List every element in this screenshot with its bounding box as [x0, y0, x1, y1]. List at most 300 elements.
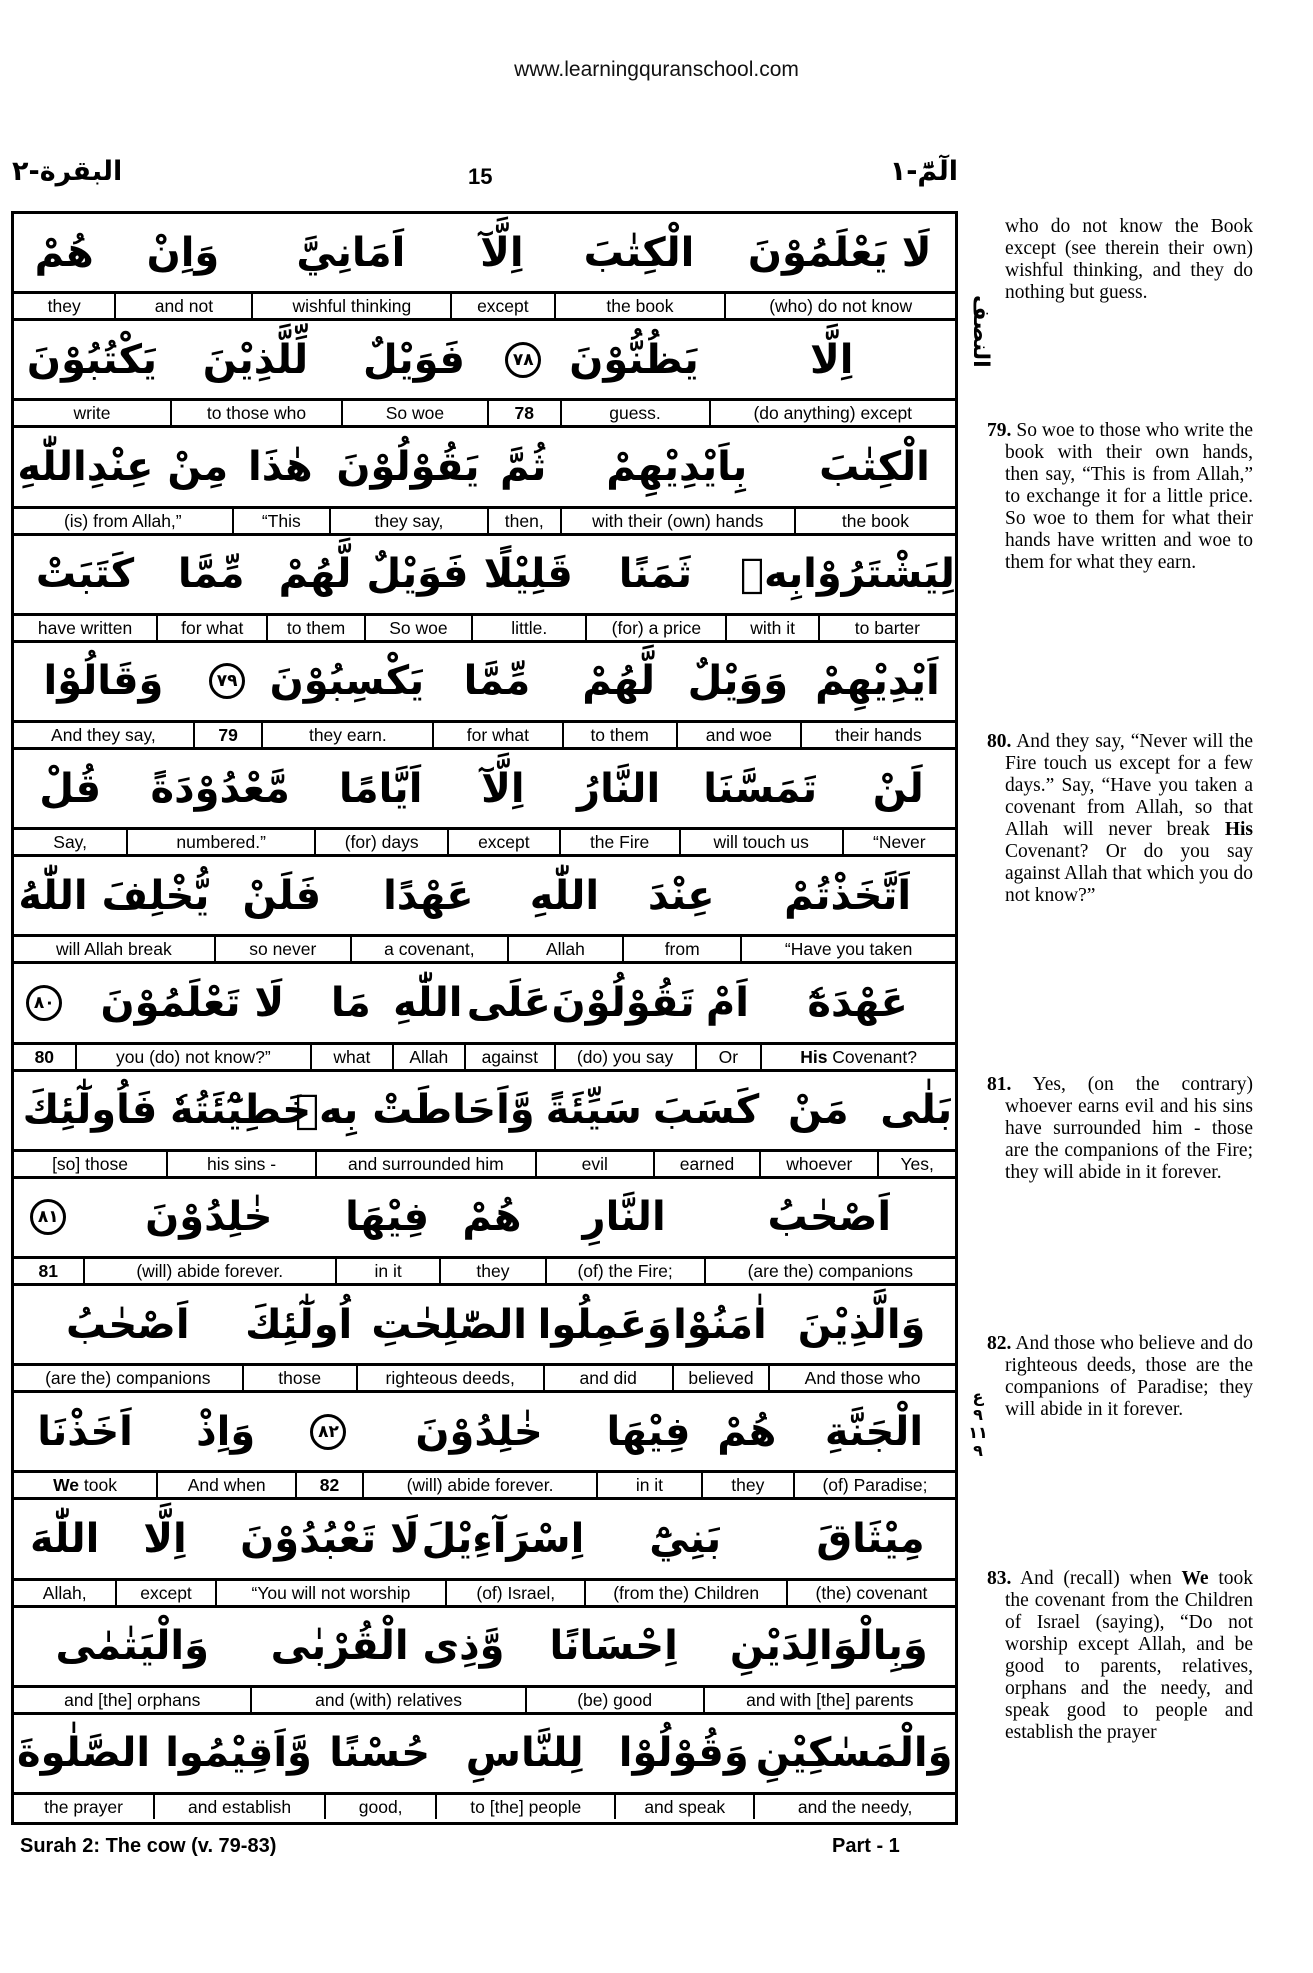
- arabic-word: [877, 1087, 955, 1133]
- translation-cell: [314, 830, 447, 854]
- translation-text: then,: [504, 510, 544, 531]
- arabic-text: هُمْ: [462, 1194, 522, 1241]
- arabic-text: مَّعْدُوْدَةً: [150, 765, 290, 812]
- translation-text: (is) from Allah,”: [63, 510, 182, 531]
- ayah-number: ٧٨: [505, 342, 541, 378]
- arabic-text: الْكِتٰبَ: [583, 229, 695, 276]
- translation-text: and surrounded him: [348, 1153, 504, 1174]
- translation-text: with their (own) hands: [592, 510, 764, 531]
- translation-cell: [768, 1366, 955, 1390]
- translation-text: “Have you taken: [784, 939, 913, 960]
- arabic-text: لَّهُمْ: [582, 658, 656, 705]
- translation-text: to [the] people: [470, 1796, 582, 1817]
- translation-cell: [543, 1366, 672, 1390]
- translation-cell: [14, 509, 232, 533]
- translation-text: “You will not worship: [251, 1582, 411, 1603]
- translation-cell: [525, 1688, 703, 1712]
- translation-row: [14, 294, 955, 321]
- translation-cell: [341, 401, 487, 425]
- translation-cell: [584, 1581, 786, 1605]
- translation-text: evil: [581, 1153, 608, 1174]
- arabic-word: [803, 551, 955, 598]
- translation-row: [14, 1795, 955, 1819]
- arabic-word: [545, 1194, 704, 1240]
- translation-text: they earn.: [308, 724, 387, 745]
- translation-cell: [554, 294, 725, 318]
- translation-text: they: [476, 1260, 510, 1281]
- arabic-row: [14, 1500, 955, 1580]
- arabic-word: [709, 337, 955, 383]
- translation-cell: [14, 294, 114, 318]
- page-number: 15: [468, 164, 493, 189]
- arabic-text: فَلَنْ: [242, 872, 322, 919]
- translation-text: and (with) relatives: [315, 1689, 463, 1710]
- translation-cell: [464, 1045, 553, 1069]
- translation-text: Allah: [409, 1046, 449, 1067]
- translation-text: “Never: [873, 832, 926, 853]
- translation-text: and [the] orphans: [64, 1689, 201, 1710]
- translation-text: for what: [181, 617, 244, 638]
- arabic-word: [794, 444, 955, 490]
- ayah-end-marker: [487, 342, 560, 378]
- translation-cell: [535, 1152, 653, 1176]
- translation-cell: [214, 937, 350, 961]
- translation-text: good,: [358, 1796, 403, 1817]
- translation-text: what: [333, 1046, 371, 1067]
- arabic-text: وَوَيْلٌ: [687, 658, 789, 705]
- arabic-word: [760, 980, 955, 1026]
- translation-cell: [14, 1688, 250, 1712]
- translation-text: (will) abide forever.: [136, 1260, 284, 1281]
- arabic-text: خٰلِدُوْنَ: [145, 1194, 273, 1241]
- nisf-marker: النصف: [968, 295, 993, 368]
- arabic-word: [242, 1302, 356, 1348]
- ayah-end-marker: [14, 1199, 83, 1235]
- verse-row: [14, 428, 955, 535]
- arabic-text: اِلَّا: [143, 1515, 187, 1562]
- side-text: took the covenant from the Children of Israel (saying), “Do not worship except Allah, and be good to parents, relatives, orphans and the needy, and speak good to people and establish the prayer: [1005, 1568, 1253, 1743]
- arabic-text: بِاَيْدِيْهِمْ: [606, 443, 748, 490]
- arabic-word: [14, 551, 156, 597]
- translation-cell: [115, 1581, 214, 1605]
- translation-text: earned: [679, 1153, 735, 1174]
- arabic-text: الصّٰلِحٰتِ: [371, 1301, 528, 1348]
- translation-cell: [596, 1473, 700, 1497]
- arabic-text: اِلَّآ: [480, 229, 524, 276]
- ayah-end-marker: [295, 1414, 362, 1450]
- arabic-word: [14, 766, 126, 812]
- arabic-text: اَتَّخَذْتُمْ: [784, 872, 912, 919]
- translation-text: (who) do not know: [769, 296, 913, 317]
- arabic-word: [447, 766, 558, 812]
- arabic-word: [507, 873, 622, 919]
- translation-text: So woe: [385, 403, 445, 424]
- side-text: And (recall) when: [1020, 1568, 1172, 1589]
- arabic-text: قُلْ: [39, 765, 102, 812]
- translation-cell: [704, 1259, 955, 1283]
- ayah-end-marker: [14, 985, 75, 1021]
- translation-row: [14, 509, 955, 536]
- arabic-row: [14, 536, 955, 616]
- arabic-word: [266, 551, 363, 597]
- arabic-text: ثَمَنًا: [618, 551, 692, 598]
- translation-cell: [622, 937, 740, 961]
- verse-number-cell: [14, 1045, 75, 1069]
- arabic-word: [341, 337, 487, 383]
- translation-row: [14, 616, 955, 643]
- translation-cell: [83, 1259, 335, 1283]
- arabic-word: [170, 337, 341, 383]
- translation-text: So woe: [389, 617, 448, 638]
- translation-row: [14, 723, 955, 750]
- arabic-word: [800, 658, 955, 704]
- arabic-text: اللّٰهِ: [393, 979, 463, 1026]
- translation-cell: [545, 1259, 704, 1283]
- arabic-word: [250, 1623, 524, 1669]
- translation-cell: [14, 616, 156, 640]
- arabic-word: [759, 1087, 877, 1133]
- arabic-text: عَهْدًا: [383, 872, 474, 919]
- arabic-text: اللّٰهِ: [529, 872, 600, 919]
- translation-text: (are the) companions: [747, 1260, 913, 1281]
- translation-cell: [324, 1795, 435, 1819]
- translation-text: And those who: [804, 1368, 921, 1389]
- arabic-word: [310, 980, 391, 1026]
- translation-text: And when: [187, 1475, 266, 1496]
- translation-text: and did: [579, 1368, 637, 1389]
- translation-text: “This: [261, 510, 301, 531]
- arabic-text: اَمَانِيَّ: [296, 229, 406, 276]
- arabic-word: [793, 1409, 955, 1455]
- arabic-word: [14, 1516, 115, 1562]
- translation-text: believed: [688, 1368, 754, 1389]
- translation-text: [so] those: [52, 1153, 128, 1174]
- bold-prefix: We: [53, 1475, 80, 1496]
- arabic-word: [525, 1623, 703, 1669]
- arabic-text: اَصْحٰبُ: [767, 1194, 892, 1241]
- arabic-word: [75, 980, 310, 1026]
- verse-number-cell: [487, 401, 560, 425]
- translation-text: (of) Israel,: [476, 1582, 556, 1603]
- translation-text: 82: [319, 1475, 340, 1496]
- arabic-word: [676, 658, 800, 704]
- translation-cell: [679, 830, 842, 854]
- arabic-text: بَنِيْٓ: [649, 1515, 722, 1562]
- translation-text: 78: [514, 403, 534, 424]
- verse-number: 83.: [987, 1568, 1012, 1589]
- translation-text: Say,: [53, 832, 87, 853]
- arabic-text: فِيْهَا: [606, 1408, 691, 1455]
- arabic-word: [753, 1730, 955, 1776]
- juz-label: الٓمّٓ-١: [889, 156, 958, 187]
- translation-text: Yes,: [900, 1153, 934, 1174]
- translation-row: [14, 830, 955, 857]
- arabic-text: اِلَّآ: [481, 765, 525, 812]
- translation-cell: [559, 830, 679, 854]
- arabic-text: لِيَشْتَرُوْا: [803, 551, 955, 598]
- arabic-word: [435, 1730, 614, 1776]
- arabic-word: [560, 444, 795, 490]
- arabic-text: وَالْمَسٰكِيْنِ: [755, 1730, 953, 1777]
- verse-row: [14, 750, 955, 857]
- translation-cell: [818, 616, 955, 640]
- arabic-word: [487, 444, 560, 490]
- side-text-bold: His: [1224, 819, 1254, 840]
- verse-number-cell: [14, 1259, 83, 1283]
- translation-text: to them: [286, 617, 346, 638]
- arabic-word: [614, 1730, 753, 1776]
- arabic-text: هُمْ: [34, 229, 94, 276]
- translation-text: (the) covenant: [815, 1582, 928, 1603]
- arabic-word: [335, 1194, 439, 1240]
- translation-cell: [445, 1581, 584, 1605]
- translation-text: guess.: [609, 403, 661, 424]
- translation-cell: [315, 1152, 535, 1176]
- translation-cell: [695, 1045, 761, 1069]
- arabic-text: وَقَالُوْا: [43, 658, 164, 705]
- translation-cell: [14, 1581, 115, 1605]
- arabic-text: كَتَبَتْ: [35, 551, 135, 598]
- verse-row: [14, 643, 955, 750]
- translation-cell: [261, 723, 432, 747]
- arabic-word: [679, 766, 842, 812]
- translation-text: for what: [466, 724, 530, 745]
- translation-cell: [432, 723, 561, 747]
- arabic-text: لِّلَّذِيْنَ: [202, 336, 309, 383]
- arabic-text: تَقُوْلُوْنَ: [551, 979, 695, 1026]
- surah-label: البقرة-٢: [12, 156, 123, 187]
- arabic-row: [14, 1072, 955, 1152]
- arabic-text: النَّارِ: [582, 1194, 666, 1241]
- translation-cell: [554, 1045, 695, 1069]
- translation-text: whoever: [786, 1153, 853, 1174]
- arabic-word: [261, 658, 432, 704]
- translation-cell: [364, 616, 471, 640]
- arabic-row: [14, 1179, 955, 1259]
- translation-cell: [14, 1366, 242, 1390]
- arabic-word: [232, 444, 329, 490]
- translation-text: (will) abide forever.: [406, 1475, 554, 1496]
- translation-cell: [14, 830, 126, 854]
- arabic-text: يَكْتُبُوْنَ: [26, 336, 158, 383]
- translation-text: those: [278, 1368, 322, 1389]
- arabic-word: [14, 337, 170, 383]
- translation-cell: [14, 937, 214, 961]
- verse-row: [14, 857, 955, 964]
- translation-cell: [709, 401, 955, 425]
- arabic-text: وَعَمِلُوا: [537, 1301, 672, 1348]
- arabic-text: وَاِنْ: [146, 229, 220, 276]
- arabic-word: [653, 1087, 759, 1133]
- translation-cell: [703, 1688, 955, 1712]
- translation-cell: [800, 723, 955, 747]
- arabic-text: يُّخْلِفَ اللّٰهُ: [18, 872, 210, 919]
- arabic-text: اَخَذْنَا: [37, 1408, 133, 1455]
- arabic-word: [350, 873, 507, 919]
- translation-cell: [14, 723, 193, 747]
- arabic-text: هُمْ: [717, 1408, 777, 1455]
- translation-text: His Covenant?: [800, 1046, 917, 1067]
- translation-text: And they say,: [51, 724, 156, 745]
- verse-row: [14, 1286, 955, 1393]
- translation-cell: [793, 1473, 955, 1497]
- arabic-text: مَا: [330, 979, 371, 1026]
- translation-text: from: [664, 939, 700, 960]
- arabic-word: [421, 1515, 585, 1562]
- translation-text: and speak: [644, 1796, 726, 1817]
- arabic-word: [537, 1301, 672, 1348]
- translation-text: their hands: [835, 724, 922, 745]
- bold-prefix: His: [800, 1046, 828, 1067]
- translation-text: and establish: [187, 1796, 292, 1817]
- arabic-text: لَا تَعْلَمُوْنَ: [100, 979, 285, 1026]
- translation-text: a covenant,: [384, 939, 475, 960]
- verse-number: 82.: [987, 1333, 1012, 1354]
- arabic-word: [551, 979, 695, 1026]
- translation-cell: [392, 1045, 465, 1069]
- translation-cell: [614, 1795, 753, 1819]
- arabic-text: اِلَّا: [810, 336, 854, 383]
- verse-row: [14, 214, 955, 321]
- translation-text: Allah,: [42, 1582, 87, 1603]
- arabic-row: [14, 214, 955, 294]
- translation-text: his sins -: [207, 1153, 277, 1174]
- translation-cell: [487, 509, 560, 533]
- translation-text: (do) you say: [576, 1046, 674, 1067]
- translation-text: (are the) companions: [45, 1368, 211, 1389]
- verse-number: 79.: [987, 420, 1012, 441]
- arabic-text: يَظُنُّوْنَ: [569, 336, 699, 383]
- translation-cell: [166, 1152, 315, 1176]
- translation-text: will touch us: [713, 832, 809, 853]
- arabic-row: [14, 857, 955, 937]
- translation-text: except: [477, 296, 529, 317]
- arabic-row: [14, 1715, 955, 1795]
- translation-text: little.: [511, 617, 548, 638]
- arabic-row: [14, 1608, 955, 1688]
- translation-cell: [251, 294, 450, 318]
- arabic-text: اُولٰٓئِكَ: [245, 1301, 353, 1348]
- arabic-text: اَيَّامًا: [338, 765, 423, 812]
- arabic-text: هٰذَا: [248, 443, 313, 490]
- arabic-text: عِنْدَ: [647, 872, 715, 919]
- arabic-text: لِلنَّاسِ: [465, 1730, 584, 1777]
- translation-text: 80: [34, 1046, 55, 1067]
- arabic-text: خٰلِدُوْنَ: [415, 1408, 543, 1455]
- translation-cell: [350, 937, 507, 961]
- arabic-text: مِّمَّا: [463, 658, 531, 705]
- verse-row: [14, 1500, 955, 1607]
- arabic-word: [14, 444, 232, 490]
- verse-row: [14, 1179, 955, 1286]
- arabic-word: [115, 1516, 214, 1562]
- translation-text: they say,: [374, 510, 444, 531]
- side-text: So woe to those who write the book with their own hands, then say, “This is from Allah,” to exchange it for a little price. So woe to them for what their hands have written and woe to them for what they earn.: [1005, 420, 1253, 573]
- translation-text: the book: [606, 296, 674, 317]
- arabic-word: [471, 551, 585, 597]
- arabic-word: [450, 230, 553, 276]
- translation-row: [14, 1688, 955, 1715]
- arabic-word: [156, 1409, 295, 1455]
- verse-row: [14, 1393, 955, 1500]
- translation-cell: [701, 1473, 793, 1497]
- translation-cell: [215, 1581, 446, 1605]
- arabic-word: [439, 1194, 544, 1240]
- translation-cell: [653, 1152, 759, 1176]
- translation-cell: [310, 1045, 391, 1069]
- arabic-word: [83, 1194, 335, 1240]
- translation-text: the Fire: [589, 832, 650, 853]
- arabic-text: مِّمَّا: [177, 551, 245, 598]
- arabic-text: حُسْنًا: [329, 1730, 431, 1777]
- translation-cell: [759, 1152, 877, 1176]
- arabic-word: [740, 873, 955, 919]
- arabic-text: عَلَى: [466, 979, 551, 1026]
- arabic-text: فَوَيْلٌ: [362, 336, 465, 383]
- arabic-text: النَّارُ: [577, 765, 661, 812]
- arabic-word: [786, 1516, 955, 1562]
- translation-cell: [329, 509, 487, 533]
- translation-text: the book: [841, 510, 910, 531]
- arabic-word: [724, 230, 955, 276]
- translation-row: [14, 1581, 955, 1608]
- arabic-word: [562, 658, 676, 704]
- footer-part: Part - 1: [832, 1835, 900, 1857]
- translation-cell: [562, 723, 676, 747]
- translation-cell: [114, 294, 251, 318]
- arabic-word: [329, 444, 487, 490]
- arabic-word: [535, 1087, 653, 1133]
- translation-text: they: [731, 1475, 765, 1496]
- arabic-word: [585, 551, 725, 597]
- translation-text: write: [73, 403, 111, 424]
- arabic-text: لَّهُمْ: [278, 551, 352, 598]
- arabic-row: [14, 428, 955, 508]
- side-verse-82: [987, 1333, 1253, 1421]
- translation-text: and the needy,: [797, 1796, 913, 1817]
- arabic-word: [362, 1409, 597, 1455]
- arabic-text: يَكْسِبُوْنَ: [269, 658, 425, 705]
- translation-cell: [14, 1152, 166, 1176]
- translation-cell: [447, 830, 558, 854]
- arabic-text: بَلٰى: [880, 1087, 953, 1134]
- translation-text: with it: [750, 617, 795, 638]
- side-text: And those who believe and do righteous deeds, those are the companions of Paradise; they will abide in it forever.: [1005, 1333, 1253, 1420]
- translation-text: Or: [718, 1046, 739, 1067]
- arabic-word: [324, 1730, 435, 1776]
- arabic-row: [14, 964, 955, 1044]
- translation-text: to barter: [854, 617, 920, 638]
- translation-cell: [156, 1473, 295, 1497]
- translation-cell: [725, 616, 817, 640]
- arabic-text: ثُمَّ: [500, 443, 547, 490]
- translation-cell: [242, 1366, 356, 1390]
- arabic-word: [14, 1302, 242, 1348]
- arabic-text: الْكِتٰبَ: [819, 443, 930, 490]
- arabic-text: قَلِيْلًا: [483, 551, 573, 598]
- arabic-word: [166, 1087, 315, 1133]
- arabic-text: اللّٰهَ: [30, 1515, 100, 1562]
- arabic-word: [584, 1516, 786, 1562]
- verse-row: [14, 536, 955, 643]
- arabic-text: اِسْرَآءِيْلَ: [421, 1515, 585, 1562]
- verse-number-cell: [193, 723, 262, 747]
- arabic-word: [14, 1623, 250, 1669]
- translation-text: to them: [590, 724, 649, 745]
- ruku-marker: ع ٩ ١١ ٩: [968, 1387, 988, 1460]
- translation-cell: [753, 1795, 955, 1819]
- verse-row: [14, 1715, 955, 1822]
